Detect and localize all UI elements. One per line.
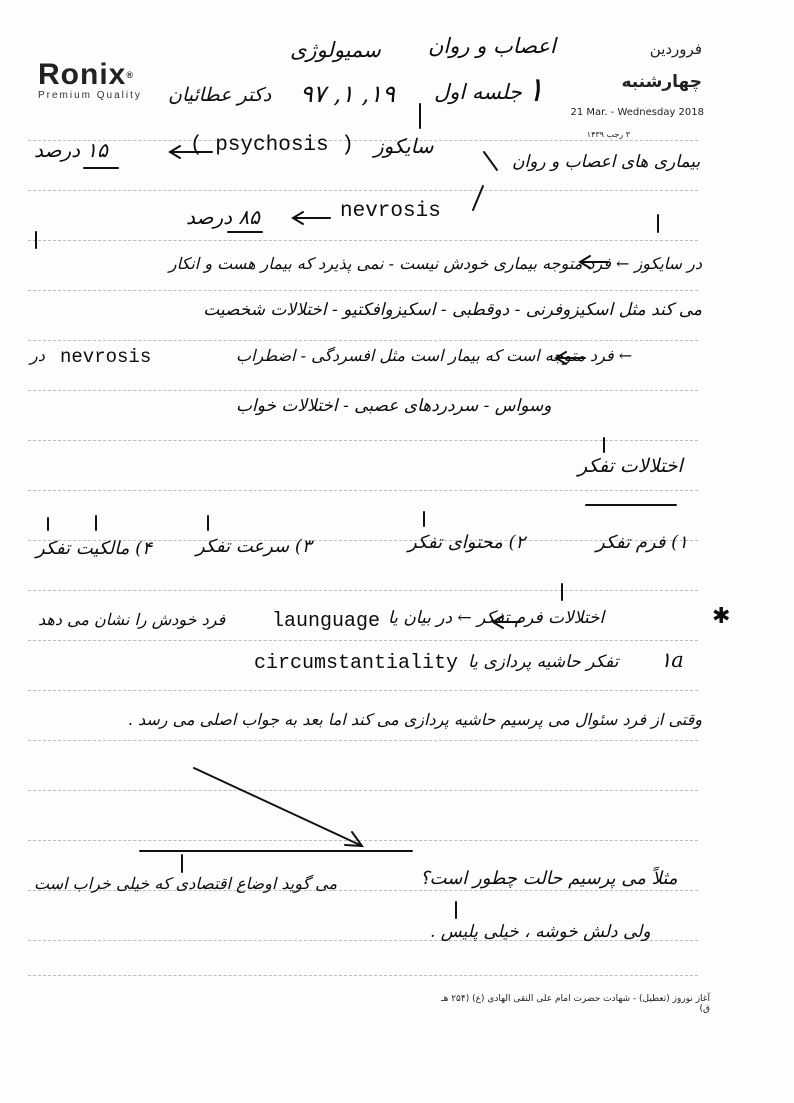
term-nevrosis: nevrosis [340,200,441,223]
note-line: سایکوز [374,134,434,158]
subject-subtitle: سمیولوژی [290,38,381,62]
percent-psychosis: ۱۵ درصد [34,138,108,162]
session-label: جلسه اول [434,80,522,104]
section-heading: اختلالات تفکر [578,455,683,477]
note-line: می کند مثل اسکیزوفرنی - دوقطبی - اسکیزوافکتیو - اختلالات شخصیت [203,300,702,320]
term-psychosis: ( psychosis ) [190,134,354,157]
note-line: در سایکوز ← فرد متوجه بیماری خودش نیست - نمی پذیرد که بیمار هست و انکار [168,254,702,273]
note-line: وسواس - سردردهای عصبی - اختلالات خواب [236,396,552,416]
note-line: ولی دلش خوشه ، خیلی پلیس . [430,922,651,942]
brand-tagline: Premium Quality [38,90,142,101]
note-line: ← فرد متوجه است که بیمار است مثل افسردگی - اضطراب [236,346,633,365]
list-item: ۳) سرعت تفکر [196,536,312,557]
list-item: ۲) محتوای تفکر [408,532,526,553]
brand-mark: ® [126,70,134,80]
percent-nevrosis: ۸۵ درصد [186,205,260,229]
note-line: تفکر حاشیه پردازی یا [468,652,619,672]
note-line: می گوید اوضاع اقتصادی که خیلی خراب است [34,874,338,893]
list-item: ۴) مالکیت تفکر [36,538,152,559]
printed-month: فروردین [649,40,702,58]
term-circumstantiality: circumstantiality [254,652,459,675]
note-line: فرد خودش را نشان می دهد [38,610,226,629]
note-line: در [30,346,45,365]
note-line: مثلاً می پرسیم حالت چطور است؟ [420,868,678,889]
printed-footer: آغاز نوروز (تعطیل) - شهادت حضرت امام علی النقی الهادی (ع) (۲۵۴ هـ ق) [440,994,710,1014]
note-line: وقتی از فرد سئوال می پرسیم حاشیه پردازی می کند اما بعد به جواب اصلی می رسد . [127,710,702,729]
printed-gregorian-date: 21 Mar. - Wednesday 2018 [570,107,704,118]
teacher-name: دکتر عطائیان [168,84,272,106]
bullet-asterisk: ✱ [712,604,731,629]
printed-weekday: چهارشنبه [621,72,702,92]
session-date: ۹۷ ,۱ ,۱۹ [300,80,395,108]
note-line: اختلالات فرم تفکر ← در بیان یا [388,608,605,628]
term-language: launguage [272,610,381,633]
printed-hijri-date: ۳ رجب ۱۴۳۹ [586,130,630,139]
session-number: ۱ [526,70,545,110]
brand-name: Ronix [38,58,127,91]
subject-title: اعصاب و روان [428,34,556,58]
term-nevrosis: nevrosis [60,346,152,368]
note-line: بیماری های اعصاب و روان [512,152,701,172]
list-marker: ۱a [660,648,684,672]
list-item: ۱) فرم تفکر [596,532,688,553]
